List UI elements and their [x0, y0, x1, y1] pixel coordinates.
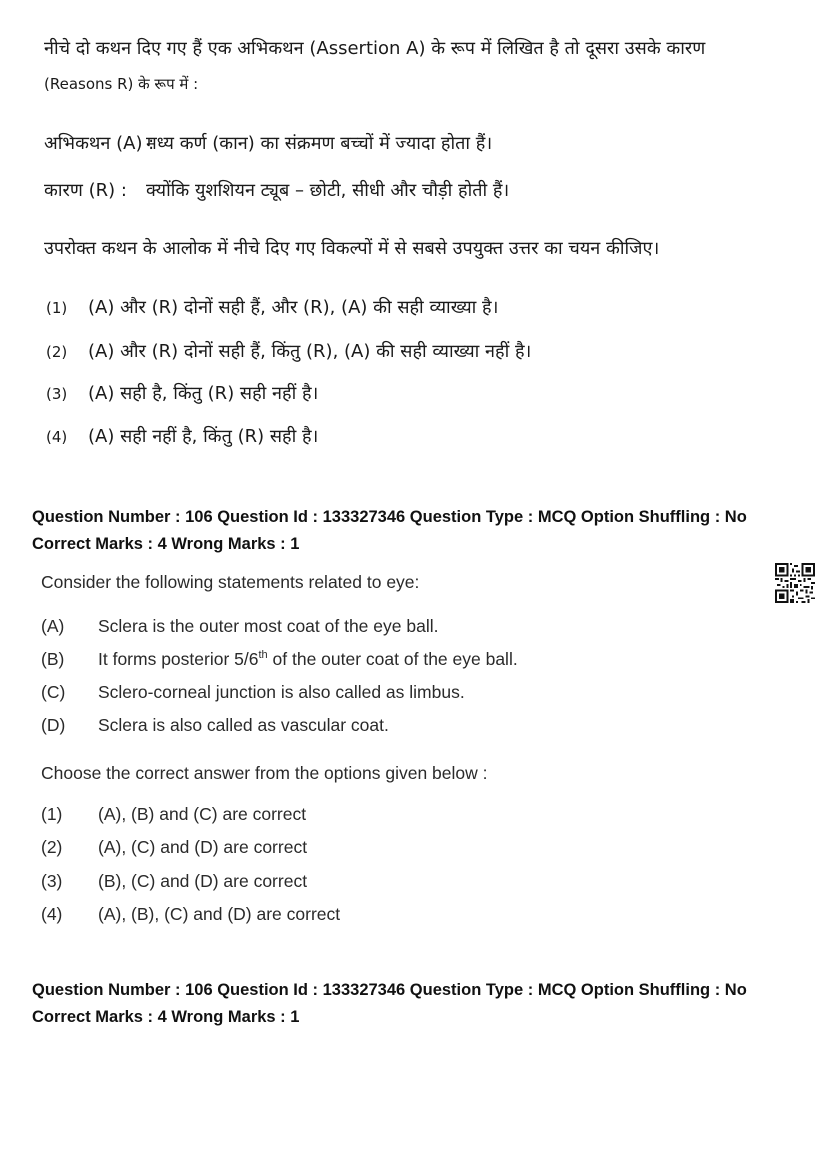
statement-text-post: of the outer coat of the eye ball.: [267, 649, 518, 669]
question-header-line-1: Question Number : 106 Question Id : 133327346 Question Type : MCQ Option Shuffling : No: [32, 981, 747, 999]
option-number: (4): [41, 904, 63, 924]
option-number: (1): [41, 804, 63, 824]
hindi-option-text: (A) सही नहीं है, किंतु (R) सही है।: [88, 426, 319, 447]
statement-label: (A): [41, 616, 65, 636]
statement-text: [98, 649, 518, 670]
option-text: (A), (B), (C) and (D) are correct: [98, 904, 341, 924]
statement-text-pre: It forms posterior 5/6: [98, 649, 259, 669]
assertion-label: अभिकथन (A) :: [44, 133, 155, 154]
qr-code-icon: [775, 563, 815, 603]
option-text: (A), (C) and (D) are correct: [98, 837, 308, 857]
hindi-prompt: उपरोक्त कथन के आलोक में नीचे दिए गए विकल्पों में से सबसे उपयुक्त उत्तर का चयन कीजिए।: [44, 238, 660, 259]
question-header-line-2: Correct Marks : 4 Wrong Marks : 1: [32, 535, 300, 553]
instruction-line-1: नीचे दो कथन दिए गए हैं एक अभिकथन (Assertion A) के रूप में लिखित है तो दूसरा उसके कारण: [44, 38, 706, 59]
hindi-option-text: (A) सही है, किंतु (R) सही नहीं है।: [88, 383, 319, 404]
statement-label: (D): [41, 715, 66, 735]
hindi-option-num: (2): [46, 343, 68, 361]
statement-text: Sclera is the outer most coat of the eye ball.: [98, 616, 439, 636]
option-text: (B), (C) and (D) are correct: [98, 871, 308, 891]
reason-text: क्योंकि युशशियन ट्यूब – छोटी, सीधी और चौड़ी होती हैं।: [146, 180, 510, 201]
hindi-option-num: (1): [46, 299, 68, 317]
ordinal-superscript: th: [258, 649, 268, 662]
assertion-text: मध्य कर्ण (कान) का संक्रमण बच्चों में ज्यादा होता हैं।: [146, 133, 493, 154]
option-number: (2): [41, 837, 63, 857]
statement-text: Sclero-corneal junction is also called as limbus.: [98, 682, 465, 702]
hindi-option-text: (A) और (R) दोनों सही हैं, और (R), (A) की सही व्याख्या है।: [88, 297, 499, 318]
instruction-line-2: (Reasons R) के रूप में :: [44, 75, 199, 93]
statement-label: (B): [41, 649, 65, 669]
choose-prompt: Choose the correct answer from the options given below :: [41, 763, 488, 783]
statement-label: (C): [41, 682, 66, 702]
hindi-option-num: (4): [46, 428, 68, 446]
option-text: (A), (B) and (C) are correct: [98, 804, 307, 824]
option-number: (3): [41, 871, 63, 891]
question-stem: Consider the following statements related to eye:: [41, 572, 420, 592]
statement-text: Sclera is also called as vascular coat.: [98, 715, 389, 735]
reason-label: कारण (R) :: [44, 180, 127, 201]
question-header-line-1: Question Number : 106 Question Id : 133327346 Question Type : MCQ Option Shuffling : No: [32, 508, 747, 526]
hindi-option-text: (A) और (R) दोनों सही हैं, किंतु (R), (A) की सही व्याख्या नहीं है।: [88, 341, 532, 362]
hindi-option-num: (3): [46, 385, 68, 403]
question-header-line-2: Correct Marks : 4 Wrong Marks : 1: [32, 1008, 300, 1026]
